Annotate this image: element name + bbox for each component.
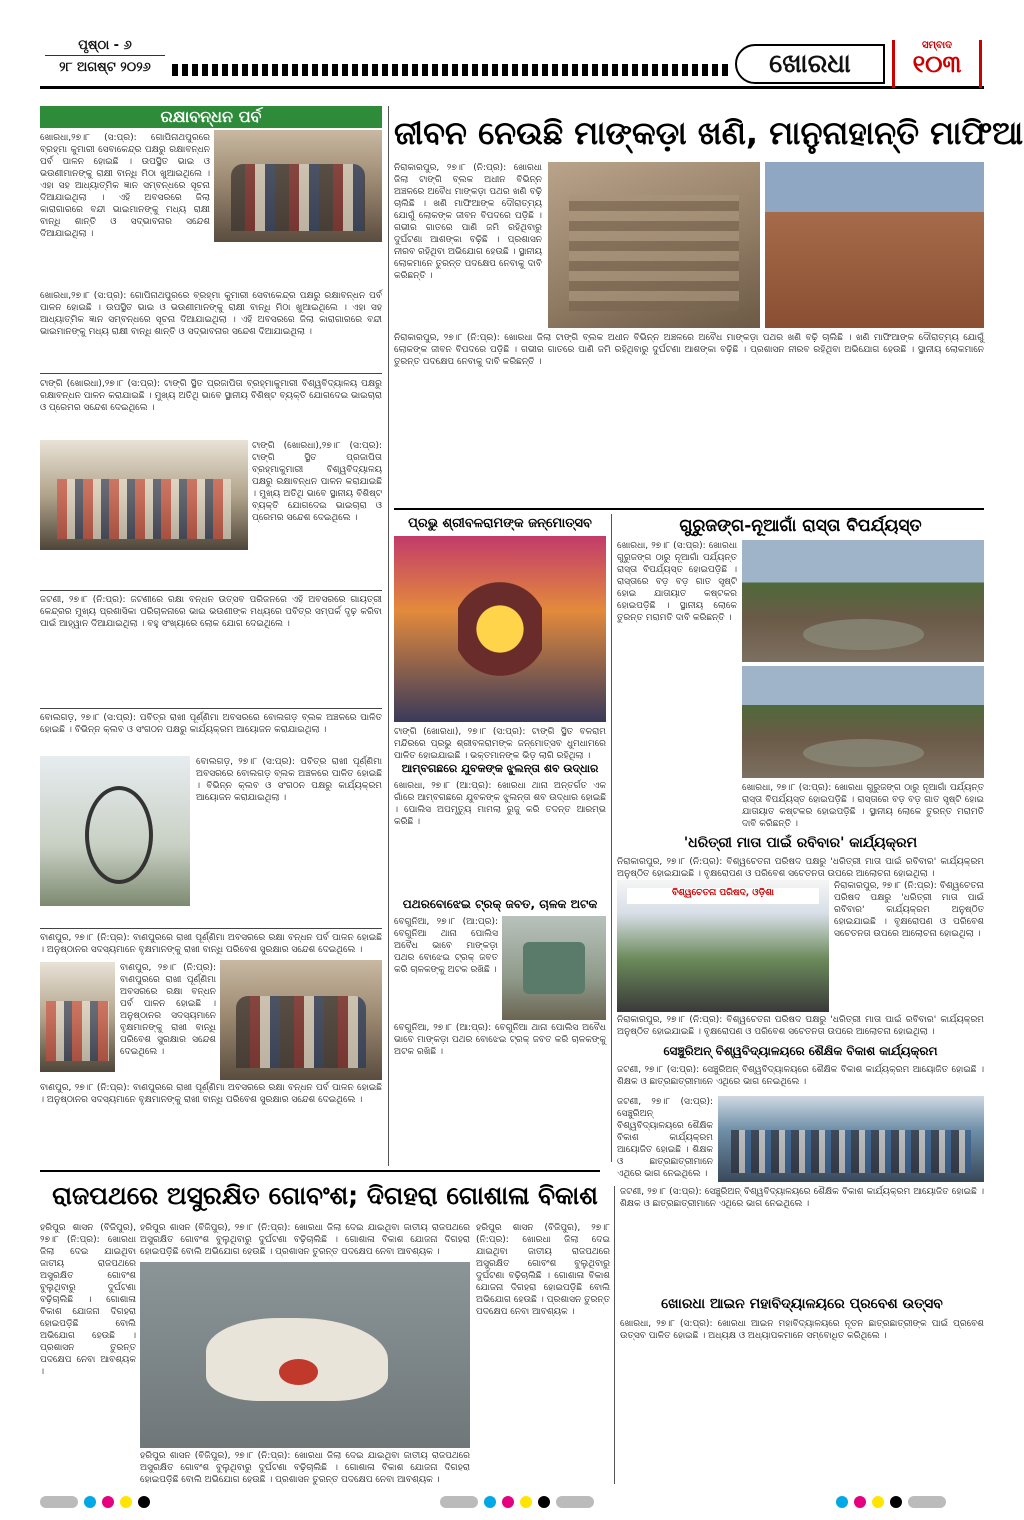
dharitri-side <box>834 880 984 1012</box>
reg-dot-magenta-c <box>502 1496 514 1508</box>
photo-dharitri <box>617 880 829 1012</box>
logo-number: ୧୦୩ <box>912 50 962 78</box>
truck-headline: ପଥରବୋଝେଇ ଟ୍ରକ୍ ଜବତ, ଚାଳକ ଅଟକ <box>402 897 598 911</box>
banapur-text-bottom: ବାଣପୁର, ୨୭।୮ (ନି:ପ୍ର): ବାଣପୁରରେ ରାଖୀ ପୂର୍ଣ୍ଣିମା ଅବସରରେ ରକ୍ଷା ବନ୍ଧନ ପର୍ବ ପାଳନ ହୋଇଛି । ଅନୁଷ୍ଠାନର ସଦସ୍ୟମାନେ ବୃକ୍ଷମାନଙ୍କୁ ରାଖୀ ବାନ୍ଧି ପରିବେଶ ସୁରକ୍ଷାର ସନ୍ଦେଶ ଦେଇଥିଲେ । <box>40 1083 382 1105</box>
centurion-story-side: ଜଟଣୀ, ୨୭।୮ (ସ:ପ୍ର): ସେଞ୍ଚୁରିଅନ୍ ବିଶ୍ୱବିଦ୍ୟାଳୟରେ ଶୈକ୍ଷିକ ବିକାଶ କାର୍ଯ୍ୟକ୍ରମ ଆୟୋଜିତ ହୋଇଛି । ଶିକ୍ଷକ ଓ ଛାତ୍ରଛାତ୍ରୀମାନେ ଏଥିରେ ଭାଗ ନେଇଥିଲେ । <box>617 1097 713 1179</box>
header-rule <box>40 86 984 89</box>
divider-1 <box>40 373 382 374</box>
ain-headline: ଖୋରଧା ଆଇନ ମହାବିଦ୍ୟାଳୟରେ ପ୍ରବେଶ ଉତ୍ସବ <box>661 1296 943 1312</box>
centurion-cont <box>620 1186 984 1288</box>
print-registration-right <box>836 1496 946 1508</box>
page-info <box>45 38 165 76</box>
rajapath-text-1 <box>40 1222 136 1484</box>
centurion-side <box>617 1096 713 1179</box>
dharitri-story-side: ନିରାକାରପୁର, ୨୭।୮ (ନି:ପ୍ର): ବିଶ୍ୱଚେତନା ପରିଷଦ ପକ୍ଷରୁ 'ଧରିତ୍ରୀ ମାତା ପାଇଁ ରବିବାର' କାର୍ଯ୍ୟକ୍ରମ ଅନୁଷ୍ଠିତ ହୋଇଯାଇଛି । ବୃକ୍ଷରୋପଣ ଓ ପରିବେଶ ସଚେତନତା ଉପରେ ଆଲୋଚନା ହୋଇଥିଲା । <box>834 881 984 939</box>
ganja-text-side: ଟାଙ୍ଗି (ଖୋରଧା),୨୭।୮ (ସ:ପ୍ର): ଟାଙ୍ଗି ସ୍ଥିତ ପ୍ରଜାପିତା ବ୍ରହ୍ମାକୁମାରୀ ବିଶ୍ୱବିଦ୍ୟାଳୟ ପକ୍ଷରୁ ରକ୍ଷାବନ୍ଧନ ପାଳନ କରାଯାଇଛି । ମୁଖ୍ୟ ଅତିଥି ଭାବେ ସ୍ଥାନୀୟ ବିଶିଷ୍ଟ ବ୍ୟକ୍ତି ଯୋଗଦେଇ ଭାଇଚାରା ଓ ପ୍ରେମର ସନ୍ଦେଶ ଦେଇଥିଲେ । <box>252 441 382 523</box>
reg-dot-yellow <box>120 1496 132 1508</box>
photo-truck <box>502 916 606 1020</box>
print-registration-center <box>440 1496 594 1508</box>
centurion-story-cont: ଜଟଣୀ, ୨୭।୮ (ସ:ପ୍ର): ସେଞ୍ଚୁରିଅନ୍ ବିଶ୍ୱବିଦ୍ୟାଳୟରେ ଶୈକ୍ଷିକ ବିକାଶ କାର୍ଯ୍ୟକ୍ରମ ଆୟୋଜିତ ହୋଇଛି । ଶିକ୍ଷକ ଓ ଛାତ୍ରଛାତ୍ରୀମାନେ ଏଥିରେ ଭାଗ ନେଇଥିଲେ । <box>620 1187 984 1209</box>
centurion-story: ଜଟଣୀ, ୨୭।୮ (ସ:ପ୍ର): ସେଞ୍ଚୁରିଅନ୍ ବିଶ୍ୱବିଦ୍ୟାଳୟରେ ଶୈକ୍ଷିକ ବିକାଶ କାର୍ଯ୍ୟକ୍ରମ ଆୟୋଜିତ ହୋଇଛି । ଶିକ୍ଷକ ଓ ଛାତ୍ରଛାତ୍ରୀମାନେ ଏଥିରେ ଭାଗ ନେଇଥିଲେ । <box>617 1065 984 1087</box>
banapur-text-mid: ବାଣପୁର, ୨୭।୮ (ନି:ପ୍ର): ବାଣପୁରରେ ରାଖୀ ପୂର୍ଣ୍ଣିମା ଅବସରରେ ରକ୍ଷା ବନ୍ଧନ ପର୍ବ ପାଳନ ହୋଇଛି । ଅନୁଷ୍ଠାନର ସଦସ୍ୟମାନେ ବୃକ୍ଷମାନଙ୍କୁ ରାଖୀ ବାନ୍ଧି ପରିବେଶ ସୁରକ୍ଷାର ସନ୍ଦେଶ ଦେଇଥିଲେ । <box>120 963 216 1057</box>
jibana-headline: ଜୀବନ ନେଉଛି ମାଙ୍କଡ଼ା ଖଣି, ମାନୁନାହାନ୍ତି ମାଫିଆ <box>394 114 1024 152</box>
page-number: ପୃଷ୍ଠା - ୬ <box>45 38 165 56</box>
divider-4 <box>40 928 382 929</box>
ganja-side <box>252 440 382 550</box>
section-title: ଖୋରଧା <box>735 44 885 84</box>
rajapath-text-3 <box>140 1450 470 1484</box>
reg-dot-yellow-c <box>520 1496 532 1508</box>
balaram-text <box>394 726 606 761</box>
header-stripe <box>172 64 732 76</box>
rajapath-story-top: ହରିପୁର ଶାସନ (ବିଜିପୁର), ୨୭।୮ (ନି:ପ୍ର): ଖୋରଧା ଜିଲା ଦେଇ ଯାଇଥିବା ଜାତୀୟ ରାଜପଥରେ ଅସୁରକ୍ଷିତ ଗୋବଂଶ ବୁଲୁଥିବାରୁ ଦୁର୍ଘଟଣା ବଢ଼ିଚାଲିଛି । ଗୋଶାଳା ବିକାଶ ଯୋଜନା ଦିଗହରା ହୋଇପଡ଼ିଛି ବୋଲି ଅଭିଯୋଗ ହେଉଛି । ପ୍ରଶାସନ ତୁରନ୍ତ ପଦକ୍ଷେପ ନେବା ଆବଶ୍ୟକ । <box>140 1223 470 1257</box>
guru-story-cont: ଖୋରଧା, ୨୭।୮ (ସ:ପ୍ର): ଖୋରଧା ଗୁରୁଜଙ୍ଗ ଠାରୁ ନୂଆଗାଁ ପର୍ଯ୍ୟନ୍ତ ରାସ୍ତା ବିପର୍ଯ୍ୟସ୍ତ ହୋଇପଡ଼ିଛି । ରାସ୍ତାରେ ବଡ଼ ବଡ଼ ଗାତ ସୃଷ୍ଟି ହୋଇ ଯାତାୟାତ କଷ୍ଟକର ହୋଇପଡ଼ିଛି । ସ୍ଥାନୀୟ ଲୋକେ ତୁରନ୍ତ ମରାମତି ଦାବି କରିଛନ୍ତି । <box>742 783 984 829</box>
photo-balaram-temple <box>394 536 606 722</box>
column-rule-1 <box>388 106 389 1166</box>
photo-raksha <box>214 130 382 242</box>
balianta-text: ବୋଲଗଡ଼, ୨୭।୮ (ସ:ପ୍ର): ପବିତ୍ର ରାଖୀ ପୂର୍ଣ୍ଣିମା ଅବସରରେ ବୋଲଗଡ଼ ବ୍ଲକ ଅଞ୍ଚଳରେ ପାଳିତ ହୋଇଛି । ବିଭିନ୍ନ କ୍ଲବ ଓ ସଂଗଠନ ପକ୍ଷରୁ କାର୍ଯ୍ୟକ୍ରମ ଆୟୋଜନ କରାଯାଇଥିଲା । <box>40 713 382 735</box>
rajapath-text-2 <box>140 1222 470 1258</box>
photo-quarry <box>765 162 984 328</box>
truck-story: ବେଗୁନିଆ, ୨୭।୮ (ଆ:ପ୍ର): ବେଗୁନିଆ ଥାନା ପୋଲିସ ଅବୈଧ ଭାବେ ମାଙ୍କଡ଼ା ପଥର ବୋଝେଇ ଟ୍ରକ୍ ଜବତ କରି ଚାଳକଙ୍କୁ ଅଟକ ରଖିଛି । <box>394 917 498 975</box>
photo-cow <box>140 1262 470 1448</box>
balianta-side <box>196 756 382 906</box>
raksha-heading: ରକ୍ଷାବନ୍ଧନ ପର୍ବ <box>40 106 382 128</box>
jatra-text: ଜଟଣୀ, ୨୭।୮ (ନି:ପ୍ର): ଜଟଣୀରେ ରକ୍ଷା ବନ୍ଧନ ଉତ୍ସବ ପରିଜନରେ ଏହି ଅବସରରେ ଗାୟତ୍ରୀ କେନ୍ଦ୍ରର ମୁଖ୍ୟ ପ୍ରଶାସିକା ପରିଚାଳନାରେ ଭାଇ ଭଉଣୀଙ୍କ ମଧ୍ୟରେ ପବିତ୍ର ସମ୍ପର୍କ ଦୃଢ଼ କରିବା ପାଇଁ ଆହ୍ୱାନ ଦିଆଯାଇଥିଲା । ବହୁ ସଂଖ୍ୟାରେ ଲୋକ ଯୋଗ ଦେଇଥିଲେ । <box>40 595 382 629</box>
reg-dot-black-r <box>890 1496 902 1508</box>
photo-ganja <box>40 440 248 550</box>
dharitri-story-bottom: ନିରାକାରପୁର, ୨୭।୮ (ନି:ପ୍ର): ବିଶ୍ୱଚେତନା ପରିଷଦ ପକ୍ଷରୁ 'ଧରିତ୍ରୀ ମାତା ପାଇଁ ରବିବାର' କାର୍ଯ୍ୟକ୍ରମ ଅନୁଷ୍ଠିତ ହୋଇଯାଇଛି । ବୃକ୍ଷରୋପଣ ଓ ପରିବେଶ ସଚେତନତା ଉପରେ ଆଲୋଚନା ହୋଇଥିଲା । <box>617 1015 984 1037</box>
reg-pill-right <box>908 1496 946 1508</box>
raksha-text: ଖୋରଧା,୨୭।୮ (ସ:ପ୍ର): ଗୋପିନାଥପୁରରେ ବ୍ରହ୍ମା କୁମାରୀ ସେବାକେନ୍ଦ୍ର ପକ୍ଷରୁ ରକ୍ଷାବନ୍ଧନ ପର୍ବ ପାଳନ ହୋଇଛି । ଉପସ୍ଥିତ ଭାଇ ଓ ଭଉଣୀମାନଙ୍କୁ ରାକ୍ଷୀ ବାନ୍ଧି ମିଠା ଖୁଆଇଥିଲେ । ଏହା ସହ ଆଧ୍ୟାତ୍ମିକ ଜ୍ଞାନ ସମ୍ବନ୍ଧରେ ସୂଚନା ଦିଆଯାଇଥିଲା । ଏହି ଅବସରରେ ଜିଲା କାରାଗାରରେ ବନ୍ଦୀ ଭାଇମାନଙ୍କୁ ମଧ୍ୟ ରାକ୍ଷୀ ବାନ୍ଧି ଶାନ୍ତି ଓ ସଦ୍ଭାବନାର ସନ୍ଦେଶ ଦିଆଯାଇଥିଲା । <box>40 133 210 239</box>
truck-text <box>394 916 498 1016</box>
divider-3 <box>40 708 382 709</box>
rajapath-story-bottom: ହରିପୁର ଶାସନ (ବିଜିପୁର), ୨୭।୮ (ନି:ପ୍ର): ଖୋରଧା ଜିଲା ଦେଇ ଯାଇଥିବା ଜାତୀୟ ରାଜପଥରେ ଅସୁରକ୍ଷିତ ଗୋବଂଶ ବୁଲୁଥିବାରୁ ଦୁର୍ଘଟଣା ବଢ଼ିଚାଲିଛି । ଗୋଶାଳା ବିକାଶ ଯୋଜନା ଦିଗହରା ହୋଇପଡ଼ିଛି ବୋଲି ଅଭିଯୋଗ ହେଉଛି । ପ୍ରଶାସନ ତୁରନ୍ତ ପଦକ୍ଷେପ ନେବା ଆବଶ୍ୟକ । <box>140 1451 470 1485</box>
raksha-text-cont: ଖୋରଧା,୨୭।୮ (ସ:ପ୍ର): ଗୋପିନାଥପୁରରେ ବ୍ରହ୍ମା କୁମାରୀ ସେବାକେନ୍ଦ୍ର ପକ୍ଷରୁ ରକ୍ଷାବନ୍ଧନ ପର୍ବ ପାଳନ ହୋଇଛି । ଉପସ୍ଥିତ ଭାଇ ଓ ଭଉଣୀମାନଙ୍କୁ ରାକ୍ଷୀ ବାନ୍ଧି ମିଠା ଖୁଆଇଥିଲେ । ଏହା ସହ ଆଧ୍ୟାତ୍ମିକ ଜ୍ଞାନ ସମ୍ବନ୍ଧରେ ସୂଚନା ଦିଆଯାଇଥିଲା । ଏହି ଅବସରରେ ଜିଲା କାରାଗାରରେ ବନ୍ଦୀ ଭାଇମାନଙ୍କୁ ମଧ୍ୟ ରାକ୍ଷୀ ବାନ୍ଧି ଶାନ୍ତି ଓ ସଦ୍ଭାବନାର ସନ୍ଦେଶ ଦିଆଯାଇଥିଲା । <box>40 291 382 337</box>
divider-bottom <box>40 1170 600 1172</box>
jibana-text-2 <box>394 332 984 504</box>
print-registration-left <box>40 1496 150 1508</box>
rajapath-story: ହରିପୁର ଶାସନ (ବିଜିପୁର), ୨୭।୮ (ନି:ପ୍ର): ଖୋରଧା ଜିଲା ଦେଇ ଯାଇଥିବା ଜାତୀୟ ରାଜପଥରେ ଅସୁରକ୍ଷିତ ଗୋବଂଶ ବୁଲୁଥିବାରୁ ଦୁର୍ଘଟଣା ବଢ଼ିଚାଲିଛି । ଗୋଶାଳା ବିକାଶ ଯୋଜନା ଦିଗହରା ହୋଇପଡ଼ିଛି ବୋଲି ଅଭିଯୋଗ ହେଉଛି । ପ୍ରଶାସନ ତୁରନ୍ତ ପଦକ୍ଷେପ ନେବା ଆବଶ୍ୟକ । <box>40 1223 136 1377</box>
guru-headline: ଗୁରୁଜଙ୍ଗ-ନୂଆଗାଁ ରାସ୍ତା ବିପର୍ଯ୍ୟସ୍ତ <box>679 516 922 536</box>
photo-balianta <box>40 756 190 906</box>
banapur-mid <box>120 962 216 1078</box>
reg-pill-center <box>440 1496 478 1508</box>
centurion-text <box>617 1064 984 1094</box>
sob-headline: ଆମ୍ବଗଛରେ ଯୁବକଙ୍କ ଝୁଲନ୍ତା ଶବ ଉଦ୍ଧାର <box>401 762 599 775</box>
jibana-text-cont: ନିରାକାରପୁର, ୨୭।୮ (ନି:ପ୍ର): ଖୋରଧା ଜିଲା ଟାଙ୍ଗି ବ୍ଲକ ଅଧୀନ ବିଭିନ୍ନ ଅଞ୍ଚଳରେ ଅବୈଧ ମାଙ୍କଡ଼ା ପଥର ଖଣି ବଢ଼ି ଚାଲିଛି । ଖଣି ମାଫିଆଙ୍କ ଦୌରାତ୍ମ୍ୟ ଯୋଗୁଁ ଲୋକଙ୍କ ଜୀବନ ବିପଦରେ ପଡ଼ିଛି । ଗଭୀର ଗାତରେ ପାଣି ଜମି ରହିଥିବାରୁ ଦୁର୍ଘଟଣା ଆଶଙ୍କା ବଢ଼ିଛି । ପ୍ରଶାସନ ନୀରବ ରହିଥିବା ଅଭିଯୋଗ ହେଉଛି । ସ୍ଥାନୀୟ ଲୋକମାନେ ତୁରନ୍ତ ପଦକ୍ଷେପ ନେବାକୁ ଦାବି କରିଛନ୍ତି । <box>394 333 984 367</box>
balaram-headline: ପ୍ରଭୁ ଶ୍ରୀବଳରାମଙ୍କ ଜନ୍ମୋତ୍ସବ <box>408 516 592 531</box>
reg-dot-cyan-r <box>836 1496 848 1508</box>
dharitri-banner: ବିଶ୍ୱଚେତନା ପରିଷଦ, ଓଡ଼ିଶା <box>627 888 819 904</box>
balianta-text-side: ବୋଲଗଡ଼, ୨୭।୮ (ସ:ପ୍ର): ପବିତ୍ର ରାଖୀ ପୂର୍ଣ୍ଣିମା ଅବସରରେ ବୋଲଗଡ଼ ବ୍ଲକ ଅଞ୍ଚଳରେ ପାଳିତ ହୋଇଛି । ବିଭିନ୍ନ କ୍ଲବ ଓ ସଂଗଠନ ପକ୍ଷରୁ କାର୍ଯ୍ୟକ୍ରମ ଆୟୋଜନ କରାଯାଇଥିଲା । <box>196 757 382 803</box>
rajapath-story-right: ହରିପୁର ଶାସନ (ବିଜିପୁର), ୨୭।୮ (ନି:ପ୍ର): ଖୋରଧା ଜିଲା ଦେଇ ଯାଇଥିବା ଜାତୀୟ ରାଜପଥରେ ଅସୁରକ୍ଷିତ ଗୋବଂଶ ବୁଲୁଥିବାରୁ ଦୁର୍ଘଟଣା ବଢ଼ିଚାଲିଛି । ଗୋଶାଳା ବିକାଶ ଯୋଜନା ଦିଗହରା ହୋଇପଡ଼ିଛି ବୋଲି ଅଭିଯୋଗ ହେଉଛି । ପ୍ରଶାସନ ତୁରନ୍ତ ପଦକ୍ଷେପ ନେବା ଆବଶ୍ୟକ । <box>476 1223 610 1317</box>
photo-road-2 <box>742 666 984 778</box>
story-jatra <box>40 594 382 704</box>
banapur-text: ବାଣପୁର, ୨୭।୮ (ନି:ପ୍ର): ବାଣପୁରରେ ରାଖୀ ପୂର୍ଣ୍ଣିମା ଅବସରରେ ରକ୍ଷା ବନ୍ଧନ ପର୍ବ ପାଳନ ହୋଇଛି । ଅନୁଷ୍ଠାନର ସଦସ୍ୟମାନେ ବୃକ୍ଷମାନଙ୍କୁ ରାଖୀ ବାନ୍ଧି ପରିବେଶ ସୁରକ୍ଷାର ସନ୍ଦେଶ ଦେଇଥିଲେ । <box>40 933 382 955</box>
jibana-text: ନିରାକାରପୁର, ୨୭।୮ (ନି:ପ୍ର): ଖୋରଧା ଜିଲା ଟାଙ୍ଗି ବ୍ଲକ ଅଧୀନ ବିଭିନ୍ନ ଅଞ୍ଚଳରେ ଅବୈଧ ମାଙ୍କଡ଼ା ପଥର ଖଣି ବଢ଼ି ଚାଲିଛି । ଖଣି ମାଫିଆଙ୍କ ଦୌରାତ୍ମ୍ୟ ଯୋଗୁଁ ଲୋକଙ୍କ ଜୀବନ ବିପଦରେ ପଡ଼ିଛି । ଗଭୀର ଗାତରେ ପାଣି ଜମି ରହିଥିବାରୁ ଦୁର୍ଘଟଣା ଆଶଙ୍କା ବଢ଼ିଛି । ପ୍ରଶାସନ ନୀରବ ରହିଥିବା ଅଭିଯୋଗ ହେଉଛି । ସ୍ଥାନୀୟ ଲୋକମାନେ ତୁରନ୍ତ ପଦକ୍ଷେପ ନେବାକୁ ଦାବି କରିଛନ୍ତି । <box>394 163 542 281</box>
photo-stone-blocks <box>548 162 760 328</box>
reg-dot-cyan <box>84 1496 96 1508</box>
dharitri-story: ନିରାକାରପୁର, ୨୭।୮ (ନି:ପ୍ର): ବିଶ୍ୱଚେତନା ପରିଷଦ ପକ୍ଷରୁ 'ଧରିତ୍ରୀ ମାତା ପାଇଁ ରବିବାର' କାର୍ଯ୍ୟକ୍ରମ ଅନୁଷ୍ଠିତ ହୋଇଯାଇଛି । ବୃକ୍ଷରୋପଣ ଓ ପରିବେଶ ସଚେତନତା ଉପରେ ଆଲୋଚନା ହୋଇଥିଲା । <box>617 857 984 879</box>
divider-main <box>394 508 984 510</box>
rajapath-text-4 <box>476 1222 610 1484</box>
dharitri-headline: 'ଧରିତ୍ରୀ ମାତା ପାଇଁ ରବିବାର' କାର୍ଯ୍ୟକ୍ରମ <box>683 835 918 851</box>
reg-dot-magenta <box>102 1496 114 1508</box>
column-rule-2 <box>611 514 612 1162</box>
divider-2 <box>40 590 382 591</box>
banapur-bottom <box>40 1082 382 1162</box>
story-balianta <box>40 712 382 752</box>
story-ganja <box>40 378 382 438</box>
photo-banapur-1 <box>40 962 115 1072</box>
guru-text <box>617 540 737 828</box>
ain-story: ଖୋରଧା, ୨୭।୮ (ସ:ପ୍ର): ଖୋରଧା ଆଇନ ମହାବିଦ୍ୟାଳୟରେ ନୂତନ ଛାତ୍ରଛାତ୍ରୀଙ୍କ ପାଇଁ ପ୍ରବେଶ ଉତ୍ସବ ପାଳିତ ହୋଇଛି । ଅଧ୍ୟକ୍ଷ ଓ ଅଧ୍ୟାପକମାନେ ସମ୍ବୋଧିତ କରିଥିଲେ । <box>620 1319 984 1341</box>
reg-pill-center-2 <box>556 1496 594 1508</box>
ganja-text: ଟାଙ୍ଗି (ଖୋରଧା),୨୭।୮ (ସ:ପ୍ର): ଟାଙ୍ଗି ସ୍ଥିତ ପ୍ରଜାପିତା ବ୍ରହ୍ମାକୁମାରୀ ବିଶ୍ୱବିଦ୍ୟାଳୟ ପକ୍ଷରୁ ରକ୍ଷାବନ୍ଧନ ପାଳନ କରାଯାଇଛି । ମୁଖ୍ୟ ଅତିଥି ଭାବେ ସ୍ଥାନୀୟ ବିଶିଷ୍ଟ ବ୍ୟକ୍ତି ଯୋଗଦେଇ ଭାଇଚାରା ଓ ପ୍ରେମର ସନ୍ଦେଶ ଦେଇଥିଲେ । <box>40 379 382 413</box>
story-banapur <box>40 932 382 960</box>
reg-dot-black-c <box>538 1496 550 1508</box>
guru-text-2 <box>742 782 984 828</box>
reg-dot-cyan-c <box>484 1496 496 1508</box>
anniversary-logo <box>892 40 982 88</box>
ain-text <box>620 1318 984 1484</box>
sob-story: ଖୋରଧା, ୨୭।୮ (ଆ:ପ୍ର): ଖୋରଧା ଥାନା ଅନ୍ତର୍ଗତ ଏକ ଗାଁରେ ଆମ୍ବଗଛରେ ଯୁବକଙ୍କ ଝୁଲନ୍ତା ଶବ ଉଦ୍ଧାର ହୋଇଛି । ପୋଲିସ ଅପମୃତ୍ୟୁ ମାମଲା ରୁଜୁ କରି ତଦନ୍ତ ଆରମ୍ଭ କରିଛି । <box>394 781 606 827</box>
photo-road-1 <box>742 540 984 662</box>
logo-brand: ସମ୍ବାଦ <box>922 40 952 51</box>
reg-dot-yellow-r <box>872 1496 884 1508</box>
dharitri-text <box>617 856 984 878</box>
jibana-text-1 <box>394 162 542 330</box>
sob-text <box>394 780 606 892</box>
balaram-story: ଟାଙ୍ଗି (ଖୋରଧା), ୨୭।୮ (ସ:ପ୍ର): ଟାଙ୍ଗି ସ୍ଥିତ ବଳରାମ ମନ୍ଦିରରେ ପ୍ରଭୁ ଶ୍ରୀବଳରାମଙ୍କ ଜନ୍ମୋତ୍ସବ ଧୁମଧାମରେ ପାଳିତ ହୋଇଯାଇଛି । ଭକ୍ତମାନଙ୍କ ଭିଡ଼ ଲାଗି ରହିଥିଲା । <box>394 727 606 761</box>
centurion-headline: ସେଞ୍ଚୁରିଅନ୍ ବିଶ୍ୱବିଦ୍ୟାଳୟରେ ଶୈକ୍ଷିକ ବିକାଶ କାର୍ଯ୍ୟକ୍ରମ <box>663 1044 938 1058</box>
column-rule-3 <box>614 1186 615 1484</box>
rajapath-headline: ରାଜପଥରେ ଅସୁରକ୍ଷିତ ଗୋବଂଶ; ଦିଗହରା ଗୋଶାଳା ବିକାଶ <box>52 1181 598 1210</box>
dharitri-bottom <box>617 1014 984 1038</box>
raksha-text-continued <box>40 290 382 370</box>
reg-pill <box>40 1496 78 1508</box>
reg-dot-magenta-r <box>854 1496 866 1508</box>
page-header <box>0 0 1024 100</box>
guru-story: ଖୋରଧା, ୨୭।୮ (ସ:ପ୍ର): ଖୋରଧା ଗୁରୁଜଙ୍ଗ ଠାରୁ ନୂଆଗାଁ ପର୍ଯ୍ୟନ୍ତ ରାସ୍ତା ବିପର୍ଯ୍ୟସ୍ତ ହୋଇପଡ଼ିଛି । ରାସ୍ତାରେ ବଡ଼ ବଡ଼ ଗାତ ସୃଷ୍ଟି ହୋଇ ଯାତାୟାତ କଷ୍ଟକର ହୋଇପଡ଼ିଛି । ସ୍ଥାନୀୟ ଲୋକେ ତୁରନ୍ତ ମରାମତି ଦାବି କରିଛନ୍ତି । <box>617 541 737 623</box>
photo-banapur-2 <box>220 960 382 1080</box>
truck-text-cont <box>394 1022 606 1162</box>
page-date: ୨୮ ଅଗଷ୍ଟ ୨୦୨୬ <box>59 60 151 75</box>
reg-dot-black <box>138 1496 150 1508</box>
photo-centurion <box>718 1096 984 1182</box>
truck-story-cont: ବେଗୁନିଆ, ୨୭।୮ (ଆ:ପ୍ର): ବେଗୁନିଆ ଥାନା ପୋଲିସ ଅବୈଧ ଭାବେ ମାଙ୍କଡ଼ା ପଥର ବୋଝେଇ ଟ୍ରକ୍ ଜବତ କରି ଚାଳକଙ୍କୁ ଅଟକ ରଖିଛି । <box>394 1023 606 1057</box>
